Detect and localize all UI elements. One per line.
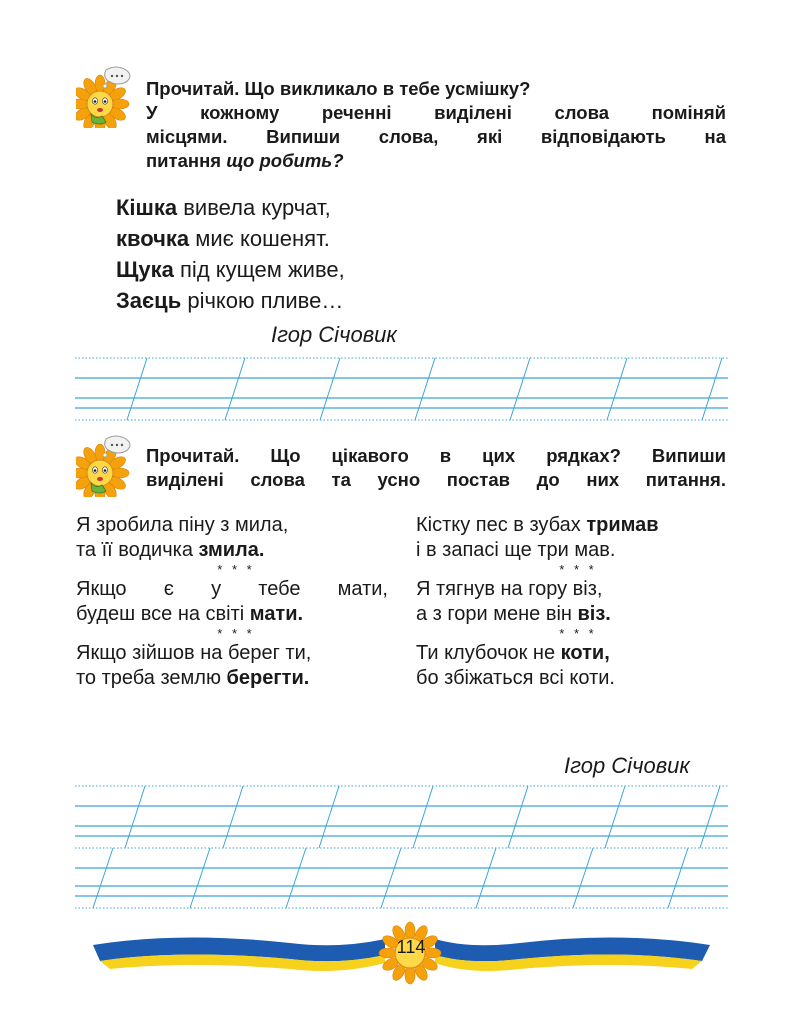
highlighted-word: Кішка xyxy=(116,195,178,220)
exercise1-instructions xyxy=(146,77,726,173)
page-number: 114 xyxy=(396,937,426,957)
highlighted-word: Заєць xyxy=(116,288,182,313)
poem-line xyxy=(76,538,388,563)
poem-line: Якщо є у тебе мати, xyxy=(76,578,388,600)
highlighted-word: мати. xyxy=(249,603,304,625)
poem-line: Я тягнув на гору віз, xyxy=(416,578,603,600)
poem-author: Ігор Січовик xyxy=(271,322,397,347)
highlighted-word: Щука xyxy=(116,257,174,282)
poem1 xyxy=(116,192,345,316)
highlighted-word: коти, xyxy=(560,642,610,664)
instruction-line: У кожному реченні виділені слова поміняй xyxy=(146,102,726,123)
poem-line: бо збіжаться всі коти. xyxy=(416,667,615,689)
poem-text: та її водичка xyxy=(76,539,199,561)
highlighted-word: змила. xyxy=(198,539,265,561)
poem-text: миє кошенят. xyxy=(189,226,330,251)
sunflower-thinking-icon xyxy=(76,435,136,497)
stanza-separator: * * * xyxy=(217,626,255,641)
instruction-question-italic: що робить? xyxy=(226,150,344,171)
poem-text: під кущем живе, xyxy=(173,257,345,282)
poem-author: Ігор Січовик xyxy=(564,753,690,778)
instruction-line: місцями. Випиши слова, які відповідають на xyxy=(146,126,726,147)
poem-text: а з гори мене він xyxy=(416,603,578,625)
instruction-line: Прочитай. Що викликало в тебе усмішку? xyxy=(146,78,531,99)
writing-lines[interactable] xyxy=(0,350,800,430)
poem-text: будеш все на світі xyxy=(76,603,250,625)
poem2-right-column xyxy=(416,513,732,691)
stanza-separator: * * * xyxy=(559,626,597,641)
poem-text: вивела курчат, xyxy=(177,195,331,220)
poem-line xyxy=(416,602,732,627)
instruction-line: Прочитай. Що цікавого в цих рядках? Випиши xyxy=(146,445,726,466)
exercise2-instructions xyxy=(146,444,726,492)
poem-line xyxy=(416,513,732,538)
instruction-line xyxy=(146,149,726,173)
poem-line xyxy=(76,666,388,691)
poem-text: Кістку пес в зубах xyxy=(416,514,587,536)
poem-line xyxy=(116,254,345,285)
highlighted-word: тримав xyxy=(586,514,659,536)
stanza-separator: * * * xyxy=(217,562,255,577)
highlighted-word: берегти. xyxy=(226,667,310,689)
poem-line xyxy=(416,641,732,666)
poem-text: Ти клубочок не xyxy=(416,642,561,664)
poem-line xyxy=(116,285,345,316)
instruction-text: питання xyxy=(146,150,227,171)
poem-line xyxy=(116,223,345,254)
instruction-line: виділені слова та усно постав до них питання. xyxy=(146,469,726,490)
poem-line xyxy=(76,602,388,627)
poem-text: річкою пливе… xyxy=(181,288,344,313)
highlighted-word: квочка xyxy=(116,226,190,251)
poem2-left-column xyxy=(76,513,388,691)
writing-lines[interactable] xyxy=(0,778,800,918)
poem-line: і в запасі ще три мав. xyxy=(416,539,616,561)
poem-line xyxy=(116,192,345,223)
poem-line: Якщо зійшов на берег ти, xyxy=(76,642,312,664)
sunflower-thinking-icon xyxy=(76,66,136,128)
poem-line: Я зробила піну з мила, xyxy=(76,514,289,536)
stanza-separator: * * * xyxy=(559,562,597,577)
poem-text: то треба землю xyxy=(76,667,227,689)
highlighted-word: віз. xyxy=(577,603,611,625)
